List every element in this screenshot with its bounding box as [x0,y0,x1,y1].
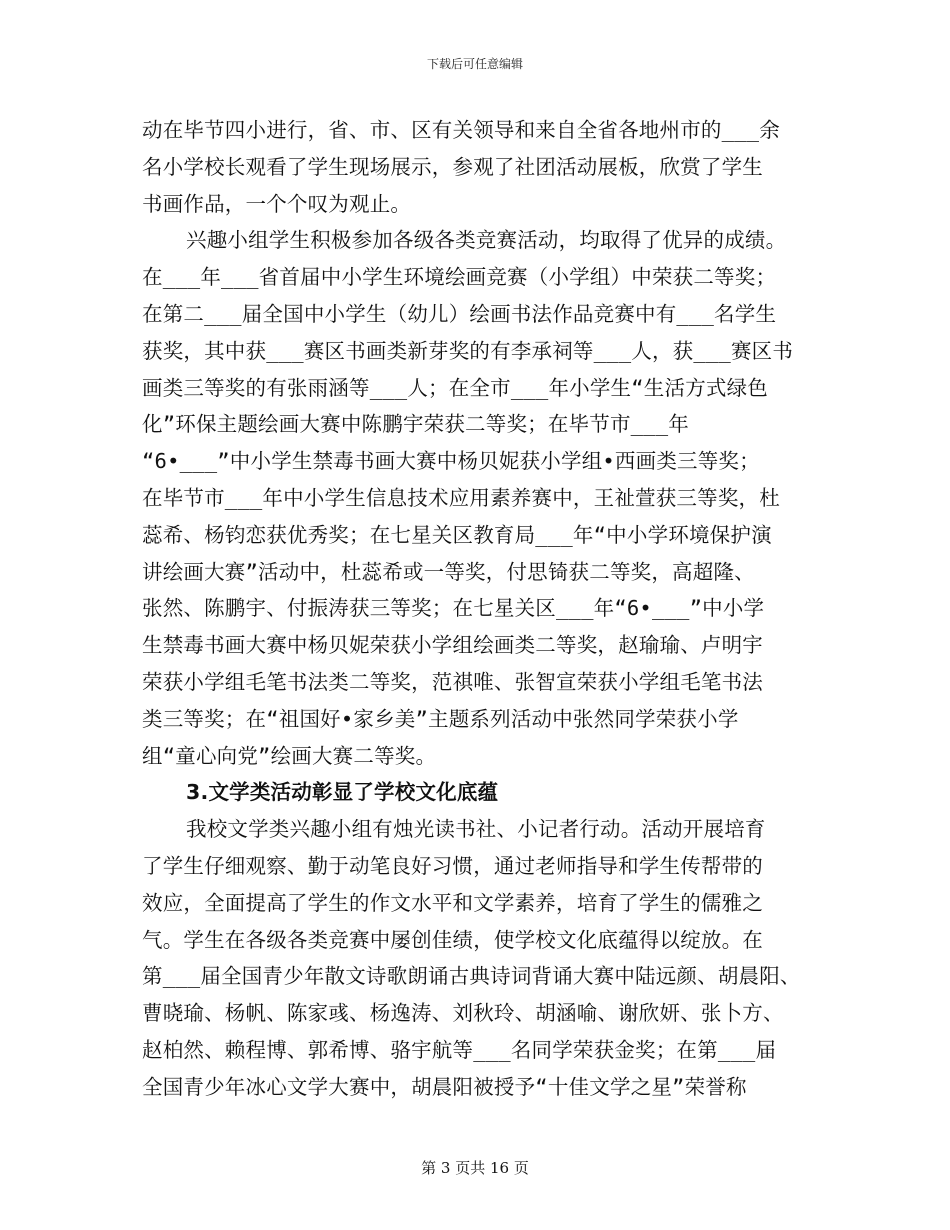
text-line: 在第二___届全国中小学生（幼儿）绘画书法作品竞赛中有___名学生 [142,301,777,326]
text-line: 生禁毒书画大赛中杨贝妮荣获小学组绘画类二等奖，赵瑜瑜、卢明宇 [142,633,763,658]
text-line: 化”环保主题绘画大赛中陈鹏宇荣获二等奖；在毕节市___年 [142,412,689,437]
text-line: 类三等奖；在“祖国好•家乡美”主题系列活动中张然同学荣获小学 [142,706,739,731]
text-line: 书画作品，一个个叹为观止。 [142,191,412,216]
text-line: 了学生仔细观察、勤于动笔良好习惯，通过老师指导和学生传帮带的 [142,853,763,878]
text-line: 蕊希、杨钧恋获优秀奖；在七星关区教育局___年“中小学环境保护演 [142,522,772,547]
text-line: 第___届全国青少年散文诗歌朗诵古典诗词背诵大赛中陆远颜、胡晨阳、 [142,964,801,989]
text-line: 赵柏然、赖程博、郭希博、骆宇航等___名同学荣获金奖；在第___届 [142,1037,777,1062]
text-line: 讲绘画大赛”活动中，杜蕊希或一等奖，付思锜获二等奖，高超隆、 [142,559,755,584]
text-line: 名小学校长观看了学生现场展示，参观了社团活动展板，欣赏了学生 [142,154,763,179]
text-line: 在___年___省首届中小学生环境绘画竞赛（小学组）中荣获二等奖； [142,265,777,290]
text-line: 在毕节市___年中小学生信息技术应用素养赛中，王祉萱获三等奖，杜 [142,485,780,510]
text-line: “6•___”中小学生禁毒书画大赛中杨贝妮获小学组•西画类三等奖； [142,449,760,474]
text-line: 动在毕节四小进行，省、市、区有关领导和来自全省各地州市的___余 [142,118,780,142]
body-text [142,112,812,1106]
text-line: 效应，全面提高了学生的作文水平和文学素养，培育了学生的儒雅之 [142,890,763,915]
text-line: 张然、陈鹏宇、付振涛获三等奖；在七星关区___年“6•___”中小学 [142,596,765,621]
page-header: 下载后可任意编辑 [426,57,523,71]
text-line: 组“童心向党”绘画大赛二等奖。 [142,743,437,768]
paragraph-start-line: 我校文学类兴趣小组有烛光读书社、小记者行动。活动开展培育 [186,817,766,842]
section-heading: 3.文学类活动彰显了学校文化底蕴 [186,780,499,805]
text-line: 曹晓瑜、杨帆、陈家彧、杨逸涛、刘秋玲、胡涵喻、谢欣妍、张卜方、 [142,1001,784,1026]
text-line: 画类三等奖的有张雨涵等___人；在全市___年小学生“生活方式绿色 [142,375,768,400]
text-line: 获奖，其中获___赛区书画类新芽奖的有李承祠等___人，获___赛区书 [142,338,794,363]
text-line: 荣获小学组毛笔书法类二等奖，范祺唯、张智宣荣获小学组毛笔书法 [142,669,763,694]
page-footer: 第 3 页共 16 页 [421,1159,529,1177]
text-line: 全国青少年冰心文学大赛中，胡晨阳被授予“十佳文学之星”荣誉称 [142,1074,747,1099]
text-line: 气。学生在各级各类竞赛中屡创佳绩，使学校文化底蕴得以绽放。在 [142,927,763,952]
paragraph-start-line: 兴趣小组学生积极参加各级各类竞赛活动，均取得了优异的成绩。 [186,228,787,253]
